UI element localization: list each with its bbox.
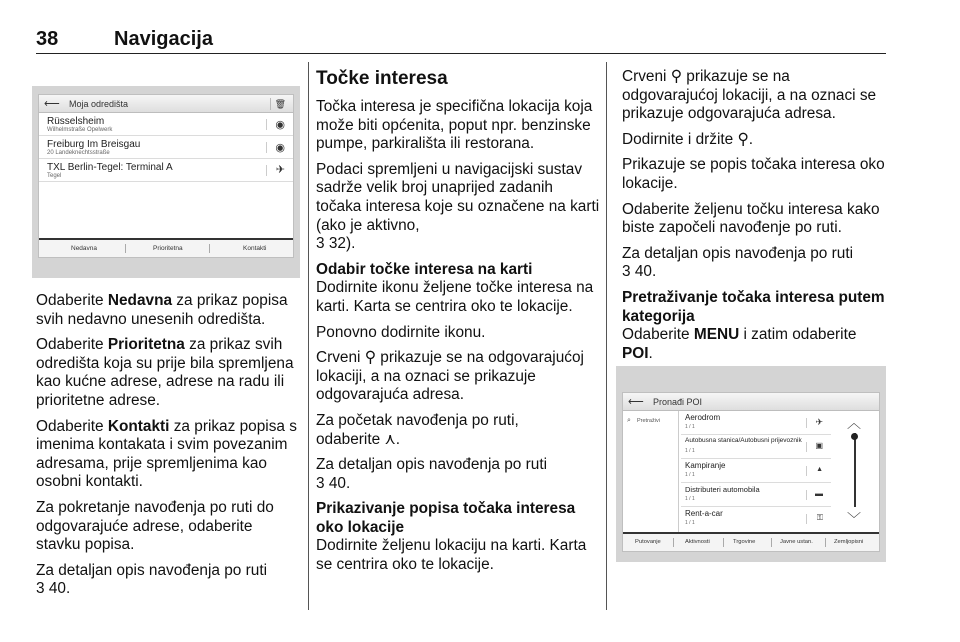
find-poi-screenshot xyxy=(616,366,886,562)
tab-trgovine[interactable]: Trgovine xyxy=(733,539,756,545)
page-reference[interactable]: 3 40. xyxy=(36,580,71,598)
scroll-controls xyxy=(831,411,879,534)
page-reference[interactable]: 3 32). xyxy=(316,235,356,253)
search-panel xyxy=(623,411,679,534)
scroll-up-icon[interactable]: ︿ xyxy=(847,415,861,431)
my-destinations-screenshot xyxy=(32,86,300,278)
car-key-icon[interactable]: ⚿ xyxy=(816,513,823,522)
scrollbar-thumb[interactable] xyxy=(851,433,858,440)
list-item[interactable]: Aerodrom 1 / 1 ✈ xyxy=(681,411,831,435)
scroll-down-icon[interactable]: ﹀ xyxy=(847,511,861,527)
list-item[interactable]: Rent-a-car 1 / 1 ⚿ xyxy=(685,509,823,526)
subheading: Odabir točke interesa na karti xyxy=(316,260,533,278)
tab-bar xyxy=(623,532,879,551)
trash-icon[interactable]: 🗑 xyxy=(274,99,286,109)
column-divider xyxy=(606,62,607,610)
list-item[interactable]: Freiburg Im Breisgau 20 Landeknechtsstraße ◉ xyxy=(39,136,293,159)
tent-icon[interactable]: ▲ xyxy=(816,466,823,473)
list-item[interactable]: Autobusna stanica/Autobusni prijevoznik 1 / 1 ▣ xyxy=(681,435,831,459)
screen xyxy=(38,94,294,258)
section-heading: Točke interesa xyxy=(316,68,448,89)
airplane-icon[interactable]: ✈ xyxy=(275,164,285,176)
tab-bar xyxy=(39,238,293,257)
back-arrow-icon[interactable]: ⟵ xyxy=(628,396,644,408)
tab-nedavna[interactable]: Nedavna xyxy=(71,245,98,252)
title-bar xyxy=(39,95,293,113)
column-divider xyxy=(308,62,309,610)
tab-javne-ustan[interactable]: Javne ustan. xyxy=(780,539,813,545)
screen-title: Moja odredišta xyxy=(69,99,129,109)
subheading: Pretraživanje točaka interesa putem kategorija xyxy=(622,288,885,325)
page-header xyxy=(36,28,886,54)
page-reference[interactable]: 3 40. xyxy=(316,474,351,492)
back-arrow-icon[interactable]: ⟵ xyxy=(44,98,60,110)
search-icon[interactable]: ⌕ xyxy=(627,417,631,424)
search-label[interactable]: Pretraživi xyxy=(637,418,660,424)
tab-zemljopisni[interactable]: Zemljopisni xyxy=(834,539,864,545)
pin-icon[interactable]: ◉ xyxy=(275,142,285,154)
scrollbar-track[interactable] xyxy=(854,433,856,507)
list-item[interactable]: Rüsselsheim Wilhelmstraße Opelwerk ◉ xyxy=(39,113,293,136)
poi-category-list xyxy=(681,411,831,534)
column-2: Točke interesa Točka interesa je specifična lokacija koja može biti općenita, poput npr. benzinske pumpe, parkirališta ili restorana. Podaci spremljeni u navigacijski sustav sadrže velik broj unaprijed zadanih točaka interesa koje su označene na karti (ako je aktivno, 3 32). Odabir točke interesa na karti Dodirnite ikonu željene točke interesa na karti. Karta se centrira oko te lokacije. Ponovno dodirnite ikonu. Crveni ⚲ prikazuje se na odgovarajućoj lokaciji, a na oznaci se prikazuje odgovarajuća adresa. Za početak navođenja po ruti, odaberite ⋏. Za detaljan opis navođenja po ruti 3 40. Prikazivanje popisa točaka interesa oko lokacije Dodirnite željenu lokaciju na karti. Karta se centrira oko te lokacije. xyxy=(316,68,600,574)
pin-icon[interactable]: ◉ xyxy=(275,119,285,131)
title-bar xyxy=(623,393,879,411)
column-1: Odaberite Nedavna za prikaz popisa svih nedavno unesenih odredišta. Odaberite Prioritetna za prikaz svih odredišta koja su prije bila spremljena kao kućne adrese, adrese na radu ili prioritetne adrese. Odaberite Kontakti za prikaz popisa s imenima kontakata i svim povezanim adresama, prije spremljenima kao osobni kontakti. Za pokretanje navođenja po ruti do odgovarajuće adrese, odaberite stavku popisa. Za detaljan opis navođenja po ruti 3 40. xyxy=(36,292,297,598)
bus-icon[interactable]: ▣ xyxy=(815,441,823,450)
list-item[interactable]: Distributeri automobila 1 / 1 ▬ xyxy=(681,483,831,507)
tab-prioritetna[interactable]: Prioritetna xyxy=(153,245,183,252)
list-item[interactable]: TXL Berlin-Tegel: Terminal A Tegel ✈ xyxy=(39,159,293,182)
screen-title: Pronađi POI xyxy=(653,397,703,407)
page-reference[interactable]: 3 40. xyxy=(622,263,657,281)
column-3: Crveni ⚲ prikazuje se na odgovarajućoj lokaciji, a na oznaci se prikazuje odgovarajuća adresa. Dodirnite i držite ⚲. Prikazuje se popis točaka interesa oko lokacije. Odaberite željenu točku interesa kako biste započeli navođenje po ruti. Za detaljan opis navođenja po ruti 3 40. Pretraživanje točaka interesa putem kategorija Odaberite MENU i zatim odaberite POI. xyxy=(622,68,888,370)
subheading: Prikazivanje popisa točaka interesa oko lokacije xyxy=(316,500,576,536)
list-item[interactable]: Kampiranje 1 / 1 ▲ xyxy=(681,459,831,483)
tab-putovanje[interactable]: Putovanje xyxy=(635,539,661,545)
tab-kontakti[interactable]: Kontakti xyxy=(243,245,267,252)
tab-aktivnosti[interactable]: Aktivnosti xyxy=(685,539,710,545)
page-title: Navigacija xyxy=(114,28,213,50)
airplane-icon[interactable]: ✈ xyxy=(815,417,823,427)
page-number: 38 xyxy=(36,28,59,50)
car-icon[interactable]: ▬ xyxy=(815,489,823,498)
screen xyxy=(622,392,880,552)
